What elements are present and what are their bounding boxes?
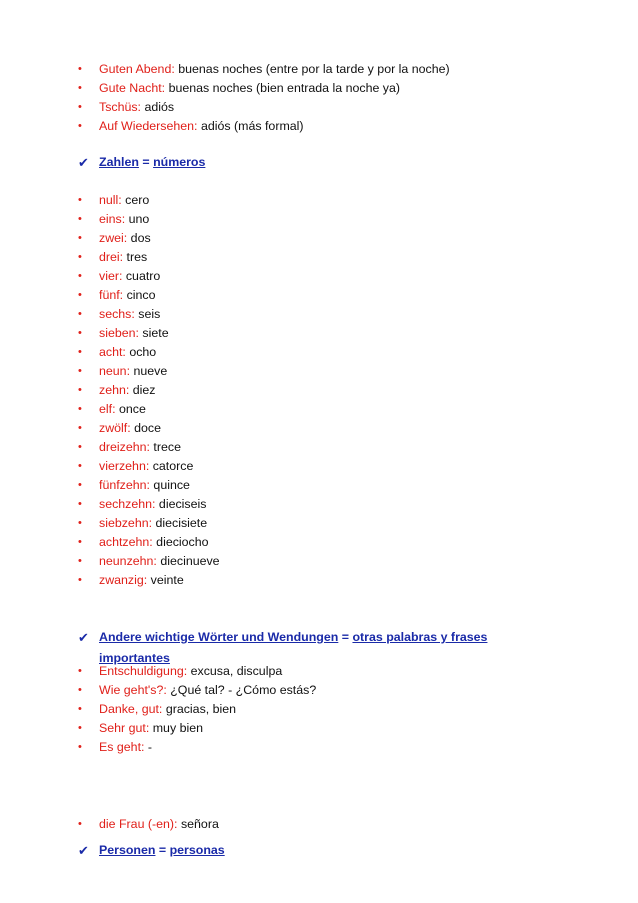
item-text [99, 117, 304, 136]
spanish-translation: dieciseis [155, 497, 207, 511]
bullet-icon: • [78, 422, 82, 434]
german-term: sechs: [99, 307, 135, 321]
item-text [99, 719, 203, 738]
bullet-icon: • [78, 536, 82, 548]
greetings-list [0, 60, 638, 136]
list-item [0, 98, 638, 117]
bullet-icon: • [78, 741, 82, 753]
spanish-translation: adiós (más formal) [197, 119, 304, 133]
spanish-translation: tres [123, 250, 148, 264]
list-item [0, 552, 638, 571]
german-term: Auf Wiedersehen: [99, 119, 198, 133]
german-term: zwei: [99, 231, 128, 245]
bullet-icon: • [78, 517, 82, 529]
list-item [0, 457, 638, 476]
item-text [99, 229, 151, 248]
bullet-icon: • [78, 251, 82, 263]
spanish-translation: diez [129, 383, 156, 397]
list-item [0, 210, 638, 229]
german-term: Wie geht's?: [99, 683, 167, 697]
list-item [0, 343, 638, 362]
item-text [99, 438, 181, 457]
list-item [0, 419, 638, 438]
heading-numbers-de: Zahlen [99, 155, 139, 169]
list-item [0, 438, 638, 457]
german-term: Guten Abend: [99, 62, 175, 76]
german-term: null: [99, 193, 122, 207]
bullet-icon: • [78, 120, 82, 132]
spanish-translation: adiós [141, 100, 175, 114]
spanish-translation: gracias, bien [162, 702, 237, 716]
german-term: neun: [99, 364, 131, 378]
item-text [99, 700, 236, 719]
item-text [99, 662, 282, 681]
bullet-icon: • [78, 479, 82, 491]
item-text [99, 419, 161, 438]
item-text [99, 533, 209, 552]
spanish-translation: catorce [149, 459, 194, 473]
bullet-icon: • [78, 82, 82, 94]
spanish-translation: excusa, disculpa [187, 664, 283, 678]
bullet-icon: • [78, 346, 82, 358]
german-term: eins: [99, 212, 126, 226]
spanish-translation: dos [127, 231, 151, 245]
german-term: die Frau (-en): [99, 817, 178, 831]
spanish-translation: veinte [147, 573, 184, 587]
german-term: vier: [99, 269, 123, 283]
spanish-translation: buenas noches (bien entrada la noche ya) [165, 81, 401, 95]
item-text [99, 248, 147, 267]
spanish-translation: once [115, 402, 146, 416]
german-term: Gute Nacht: [99, 81, 166, 95]
item-text [99, 343, 156, 362]
bullet-icon: • [78, 365, 82, 377]
bullet-icon: • [78, 63, 82, 75]
german-term: dreizehn: [99, 440, 150, 454]
german-term: neunzehn: [99, 554, 157, 568]
list-item [0, 495, 638, 514]
heading-numbers: ✔ Zahlen = números [0, 152, 638, 174]
bullet-icon: • [78, 308, 82, 320]
item-text [99, 738, 152, 757]
item-text [99, 476, 190, 495]
german-term: sechzehn: [99, 497, 156, 511]
spanish-translation: trece [149, 440, 181, 454]
spanish-translation: seis [134, 307, 161, 321]
german-term: Sehr gut: [99, 721, 150, 735]
bullet-icon: • [78, 194, 82, 206]
item-text [99, 681, 316, 700]
spanish-translation: diecinueve [156, 554, 220, 568]
list-item [0, 681, 638, 700]
german-term: fünf: [99, 288, 124, 302]
checkmark-icon: ✔ [78, 155, 89, 170]
heading-persons-de: Personen [99, 843, 156, 857]
list-item [0, 571, 638, 590]
spanish-translation: nueve [130, 364, 168, 378]
list-item [0, 514, 638, 533]
bullet-icon: • [78, 703, 82, 715]
bullet-icon: • [78, 498, 82, 510]
spanish-translation: - [144, 740, 153, 754]
spanish-translation: ¿Qué tal? - ¿Cómo estás? [166, 683, 317, 697]
list-item [0, 362, 638, 381]
heading-words-de: Andere wichtige Wörter und Wendungen [99, 630, 339, 644]
item-text [99, 571, 184, 590]
list-item [0, 662, 638, 681]
bullet-icon: • [78, 403, 82, 415]
item-text [99, 286, 156, 305]
item-text [99, 79, 400, 98]
item-text [99, 210, 149, 229]
spanish-translation: muy bien [149, 721, 204, 735]
list-item [0, 60, 638, 79]
bullet-icon: • [78, 327, 82, 339]
item-text [99, 191, 149, 210]
spanish-translation: diecisiete [152, 516, 208, 530]
german-term: vierzehn: [99, 459, 150, 473]
bullet-icon: • [78, 460, 82, 472]
german-term: zwanzig: [99, 573, 148, 587]
bullet-icon: • [78, 574, 82, 586]
german-term: Tschüs: [99, 100, 142, 114]
german-term: drei: [99, 250, 124, 264]
bullet-icon: • [78, 665, 82, 677]
item-text [99, 457, 193, 476]
item-text [99, 324, 169, 343]
list-item [0, 476, 638, 495]
item-text [99, 400, 146, 419]
item-text [99, 362, 167, 381]
german-term: acht: [99, 345, 126, 359]
bullet-icon: • [78, 213, 82, 225]
item-text [99, 495, 206, 514]
list-item [0, 719, 638, 738]
item-text [99, 305, 160, 324]
german-term: siebzehn: [99, 516, 153, 530]
list-item [0, 381, 638, 400]
list-item [0, 286, 638, 305]
bullet-icon: • [78, 101, 82, 113]
spanish-translation: doce [130, 421, 161, 435]
german-term: fünfzehn: [99, 478, 150, 492]
item-text [99, 514, 207, 533]
german-term: Danke, gut: [99, 702, 163, 716]
bullet-icon: • [78, 289, 82, 301]
german-term: Es geht: [99, 740, 145, 754]
german-term: zehn: [99, 383, 130, 397]
bullet-icon: • [78, 441, 82, 453]
spanish-translation: siete [138, 326, 169, 340]
spanish-translation: buenas noches (entre por la tarde y por la noche) [174, 62, 450, 76]
german-term: sieben: [99, 326, 139, 340]
item-text [99, 98, 174, 117]
spanish-translation: cinco [123, 288, 156, 302]
item-text [99, 267, 160, 286]
bullet-icon: • [78, 384, 82, 396]
list-item [0, 305, 638, 324]
bullet-icon: • [78, 270, 82, 282]
list-item [0, 815, 638, 834]
german-term: elf: [99, 402, 116, 416]
list-item [0, 324, 638, 343]
spanish-translation: ocho [125, 345, 157, 359]
heading-persons: ✔ Personen = personas [0, 840, 638, 862]
german-term: zwölf: [99, 421, 131, 435]
list-item [0, 267, 638, 286]
bullet-icon: • [78, 722, 82, 734]
checkmark-icon: ✔ [78, 630, 89, 645]
list-item [0, 117, 638, 136]
german-term: Entschuldigung: [99, 664, 188, 678]
bullet-icon: • [78, 555, 82, 567]
spanish-translation: dieciocho [152, 535, 209, 549]
spanish-translation: señora [177, 817, 219, 831]
item-text [99, 381, 156, 400]
item-text [99, 815, 219, 834]
bullet-icon: • [78, 232, 82, 244]
heading-words: ✔ Andere wichtige Wörter und Wendungen = otras palabras y frases importantes [0, 627, 638, 669]
persons-list [0, 815, 638, 834]
spanish-translation: quince [149, 478, 190, 492]
spanish-translation: uno [125, 212, 150, 226]
item-text [99, 552, 220, 571]
list-item [0, 738, 638, 757]
list-item [0, 533, 638, 552]
bullet-icon: • [78, 684, 82, 696]
list-item [0, 229, 638, 248]
bullet-icon: • [78, 818, 82, 830]
list-item [0, 191, 638, 210]
list-item [0, 700, 638, 719]
spanish-translation: cuatro [122, 269, 161, 283]
list-item [0, 79, 638, 98]
german-term: achtzehn: [99, 535, 153, 549]
item-text [99, 60, 450, 79]
list-item [0, 400, 638, 419]
checkmark-icon: ✔ [78, 843, 89, 858]
list-item [0, 248, 638, 267]
heading-persons-es: personas [169, 843, 225, 857]
heading-numbers-es: números [153, 155, 206, 169]
words-list [0, 662, 638, 757]
numbers-list [0, 191, 638, 590]
spanish-translation: cero [121, 193, 150, 207]
heading-words-es: otras palabras y frases importantes [99, 630, 488, 665]
